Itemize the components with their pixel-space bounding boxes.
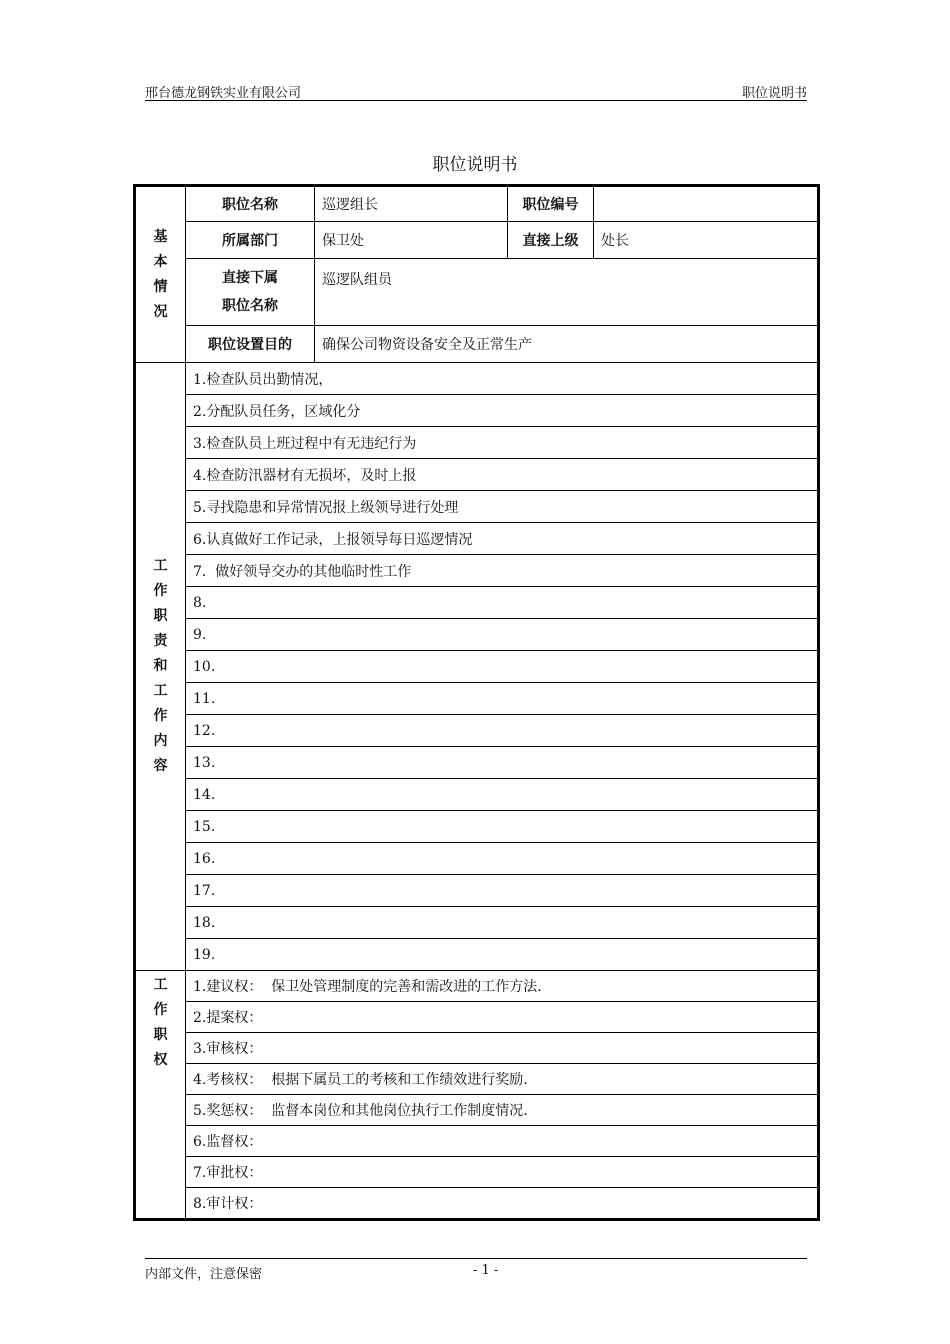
basic-section-text: 基 本 情 况 bbox=[153, 228, 168, 320]
rights-section-label: 工 作 职 权 bbox=[135, 971, 186, 1220]
duties-item: 15. bbox=[186, 811, 819, 843]
duties-row bbox=[135, 459, 819, 491]
duties-row bbox=[135, 651, 819, 683]
subordinate-value: 巡逻队组员 bbox=[315, 259, 819, 326]
duties-row bbox=[135, 747, 819, 779]
rights-row bbox=[135, 1002, 819, 1033]
duties-row bbox=[135, 683, 819, 715]
page-footer bbox=[145, 1258, 807, 1282]
duties-item: 9. bbox=[186, 619, 819, 651]
duties-item: 4.检查防汛器材有无损坏，及时上报 bbox=[186, 459, 819, 491]
duties-row bbox=[135, 811, 819, 843]
duties-item: 5.寻找隐患和异常情况报上级领导进行处理 bbox=[186, 491, 819, 523]
duties-item: 16. bbox=[186, 843, 819, 875]
duties-row bbox=[135, 363, 819, 395]
duties-item: 11. bbox=[186, 683, 819, 715]
duties-row bbox=[135, 395, 819, 427]
duties-item: 17. bbox=[186, 875, 819, 907]
subordinate-label-line2: 职位名称 bbox=[222, 298, 278, 314]
rights-row bbox=[135, 971, 819, 1002]
purpose-value: 确保公司物资设备安全及正常生产 bbox=[315, 326, 819, 363]
duties-item: 19. bbox=[186, 939, 819, 971]
duties-item: 12. bbox=[186, 715, 819, 747]
duties-item: 10. bbox=[186, 651, 819, 683]
duties-row bbox=[135, 587, 819, 619]
duties-row bbox=[135, 843, 819, 875]
duties-row bbox=[135, 715, 819, 747]
subordinate-label bbox=[186, 259, 315, 326]
superior-label: 直接上级 bbox=[508, 222, 594, 259]
rights-row bbox=[135, 1157, 819, 1188]
duties-row bbox=[135, 779, 819, 811]
duties-row bbox=[135, 907, 819, 939]
duties-row bbox=[135, 491, 819, 523]
dept-value: 保卫处 bbox=[315, 222, 508, 259]
rights-row bbox=[135, 1095, 819, 1126]
duties-item: 7. 做好领导交办的其他临时性工作 bbox=[186, 555, 819, 587]
duties-row bbox=[135, 555, 819, 587]
job-description-table bbox=[133, 184, 820, 1221]
rights-item: 4.考核权： 根据下属员工的考核和工作绩效进行奖励. bbox=[186, 1064, 819, 1095]
duties-row bbox=[135, 427, 819, 459]
rights-row bbox=[135, 1188, 819, 1220]
purpose-label: 职位设置目的 bbox=[186, 326, 315, 363]
company-name: 邢台德龙钢铁实业有限公司 bbox=[145, 86, 302, 101]
position-code-label: 职位编号 bbox=[508, 186, 594, 222]
rights-row bbox=[135, 1126, 819, 1157]
duties-item: 8. bbox=[186, 587, 819, 619]
page-header bbox=[145, 82, 807, 101]
duties-item: 3.检查队员上班过程中有无违纪行为 bbox=[186, 427, 819, 459]
page-number: - 1 - bbox=[473, 1263, 499, 1278]
superior-value: 处长 bbox=[594, 222, 819, 259]
position-name-value: 巡逻组长 bbox=[315, 186, 508, 222]
dept-label: 所属部门 bbox=[186, 222, 315, 259]
rights-item: 2.提案权： bbox=[186, 1002, 819, 1033]
rights-item: 8.审计权： bbox=[186, 1188, 819, 1220]
position-code-value bbox=[594, 186, 819, 222]
duties-item: 1.检查队员出勤情况， bbox=[186, 363, 819, 395]
duties-row bbox=[135, 939, 819, 971]
rights-item: 1.建议权： 保卫处管理制度的完善和需改进的工作方法. bbox=[186, 971, 819, 1002]
rights-row bbox=[135, 1033, 819, 1064]
duties-item: 14. bbox=[186, 779, 819, 811]
rights-item: 7.审批权： bbox=[186, 1157, 819, 1188]
confidential-note: 内部文件，注意保密 bbox=[145, 1267, 263, 1282]
rights-item: 5.奖惩权： 监督本岗位和其他岗位执行工作制度情况. bbox=[186, 1095, 819, 1126]
header-doc-type: 职位说明书 bbox=[741, 86, 807, 101]
duties-row bbox=[135, 523, 819, 555]
position-name-label: 职位名称 bbox=[186, 186, 315, 222]
duties-section-label: 工 作 职 责 和 工 作 内 容 bbox=[135, 363, 186, 971]
duties-item: 2.分配队员任务，区域化分 bbox=[186, 395, 819, 427]
rights-item: 6.监督权： bbox=[186, 1126, 819, 1157]
duties-item: 6.认真做好工作记录，上报领导每日巡逻情况 bbox=[186, 523, 819, 555]
duties-item: 13. bbox=[186, 747, 819, 779]
subordinate-label-line1: 直接下属 bbox=[222, 270, 278, 286]
duties-item: 18. bbox=[186, 907, 819, 939]
rights-item: 3.审核权： bbox=[186, 1033, 819, 1064]
duties-row bbox=[135, 875, 819, 907]
duties-row bbox=[135, 619, 819, 651]
rights-row bbox=[135, 1064, 819, 1095]
document-title: 职位说明书 bbox=[432, 155, 518, 175]
basic-section-label bbox=[135, 186, 186, 363]
